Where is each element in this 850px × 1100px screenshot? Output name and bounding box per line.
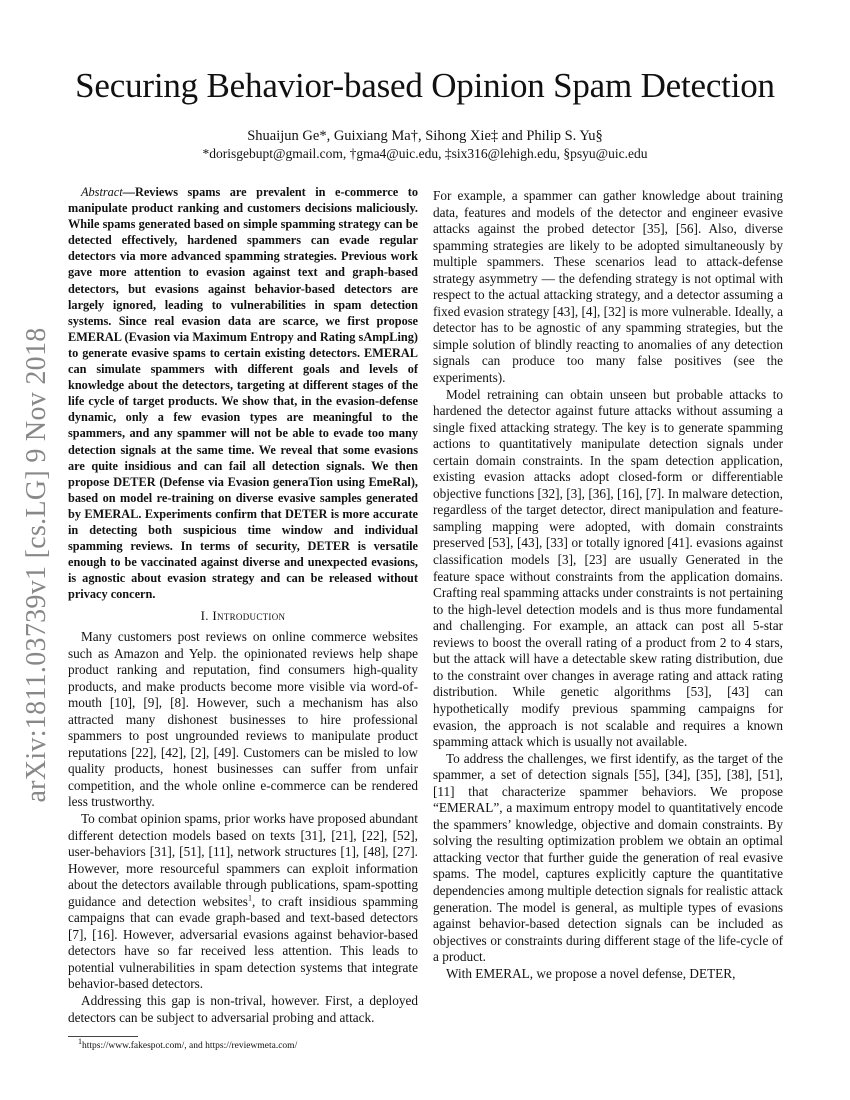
- footnote-area: [68, 1026, 418, 1052]
- abstract-text: —Reviews spams are prevalent in e-commerce to manipulate product ranking and customers decisions maliciously. While spams generated based on simple spamming strategy can be detected effectively, hardened spammers can evade regular detectors via more advanced spamming strategies. Previous work gave more attention to evasion against text and graph-based detectors, but evasions against behavior-based detectors are largely ignored, leading to vulnerabilities in spam detection systems. Since real evasion data are scarce, we first propose EMERAL (Evasion via Maximum Entropy and Rating sAmpLing) to generate evasive spams to certain existing detectors. EMERAL can simulate spammers with different goals and levels of knowledge about the detectors, targeting at different stages of the life cycle of target products. We show that, in the evasion-defense dynamic, only a few evasion types are meaningful to the spammers, and any spammer will not be able to evade too many detection signals at the same time. We reveal that some evasions are quite insidious and can fail all detection signals. We then propose DETER (Defense via Evasion generaTion using EmeRal), based on model re-training on diverse evasive samples generated by EMERAL. Experiments confirm that DETER is more accurate in detecting both suspicious time window and individual spamming reviews. In terms of security, DETER is versatile enough to be vaccinated against diverse and unexpected evasions, is agnostic about evasion strategy and can be released without privacy concern.: [68, 185, 418, 602]
- authors: Shuaijun Ge*, Guixiang Ma†, Sihong Xie‡ and Philip S. Yu§: [247, 128, 603, 144]
- paper-title: Securing Behavior-based Opinion Spam Detection: [75, 66, 775, 105]
- footnote-text: https://www.fakespot.com/, and https://reviewmeta.com/: [82, 1041, 298, 1052]
- paragraph: Model retraining can obtain unseen but probable attacks to hardened the detector against future attacks without assuming a single fixed attacking strategy. The key is to generate spamming actions to quantitatively manipulate detection signals under certain domain constraints. In the spam detection application, existing evasion attacks adopt closed-form or differentiable objective functions [32], [3], [36], [16], [7]. In malware detection, regardless of the target detector, direct manipulation and feature-sampling mapping were adopted, with domain constraints preserved [53], [43], [33] or totally ignored [41]. evasions against classification models [3], [23] are usually Generated in the feature space without constraints from the application domains. Crafting real spamming attacks under constraints is not pertaining to the high-level detection models and is thus more fundamental and challenging. For example, an attack can post all 5-star reviews to boost the overall rating of a product from 2 to 4 stars, but the attack will have a detectable skew rating distribution, due to the constraint over changes in average rating and attack rating distribution. While genetic algorithms [53], [43] can hypothetically modify previous spamming campaigns for evasion, the approach is not scalable and requires a known spamming attack which is usually not available.: [433, 386, 783, 750]
- paragraph: With EMERAL, we propose a novel defense, DETER,: [446, 965, 736, 981]
- paragraph: [68, 811, 418, 993]
- abstract: [68, 184, 418, 602]
- arxiv-identifier: arXiv:1811.03739v1 [cs.LG] 9 Nov 2018: [21, 327, 52, 803]
- right-column: [433, 188, 783, 982]
- footnote-mark: 1: [78, 1036, 82, 1046]
- paragraph: Many customers post reviews on online commerce websites such as Amazon and Yelp. the opinionated reviews help shape product ranking and reputation, find consumers high-quality products, and make products become more visible via word-of-mouth [10], [9], [8]. However, such a mechanism has also attracted many dishonest businesses to hire professional spammers to post ungrounded reviews to manipulate product reputations [22], [42], [2], [49]. Customers can be misled to low quality products, honest businesses can suffer from unfair competition, and the whole online e-commerce can be rendered less trustworthy.: [68, 628, 418, 810]
- section-heading-introduction: I. Introduction: [200, 608, 286, 624]
- author-emails: *dorisgebupt@gmail.com, †gma4@uic.edu, ‡six316@lehigh.edu, §psyu@uic.edu: [202, 146, 648, 161]
- abstract-label: Abstract: [81, 185, 123, 199]
- left-column: [68, 184, 418, 1052]
- paragraph-text: , to craft insidious spamming campaigns that can evade graph-based and text-based detectors [7], [16]. However, adversarial evasions against behavior-based detectors have so far received less attention. This leads to potential vulnerabilities in spam detection systems that integrate behavior-based detectors.: [68, 893, 418, 992]
- footnote-ref: 1: [247, 893, 252, 903]
- paragraph: For example, a spammer can gather knowledge about training data, features and models of the detector and engineer evasive attacks against the probed detector [35], [56]. Also, diverse spamming strategies are likely to be adopted simultaneously by multiple spammers. These scenarios lead to attack-defense strategy asymmetry — the defending strategy is not optimal with respect to the actual attacking strategy, and a detector assuming a fixed evasion strategy [43], [4], [32] is more vulnerable. Ideally, a detector has to be agnostic of any spamming strategies, but the simple solution of blindly reacting to anomalies of any detection signals can produce too many false positives (see the experiments).: [433, 188, 783, 386]
- paragraph-text: To combat opinion spams, prior works have proposed abundant different detection models based on texts [31], [21], [22], [52], user-behaviors [31], [51], [11], network structures [1], [48], [27]. However, more resourceful spammers can exploit information about the detectors available through publications, spam-spotting guidance and detection websites: [68, 811, 418, 909]
- footnote: [68, 1036, 418, 1052]
- paragraph: To address the challenges, we first identify, as the target of the spammer, a set of detection signals [55], [34], [35], [38], [51], [11] that characterize spammer behaviors. We propose “EMERAL”, a maximum entropy model to quantitatively encode the spammers’ knowledge, objective and domain constraints. By solving the resulting optimization problem we obtain an optimal attacking vector that further guide the generation of real evasive spams. The model, captures explicitly capture the quantitative dependencies among multiple detection signals for realistic attack generation. The model is general, as multiple types of evasions against behavior-based detection signals can be included as objectives or constraints during different stage of the life-cycle of a product.: [433, 750, 783, 965]
- paragraph: Addressing this gap is non-trival, however. First, a deployed detectors can be subject to adversarial probing and attack.: [68, 993, 418, 1025]
